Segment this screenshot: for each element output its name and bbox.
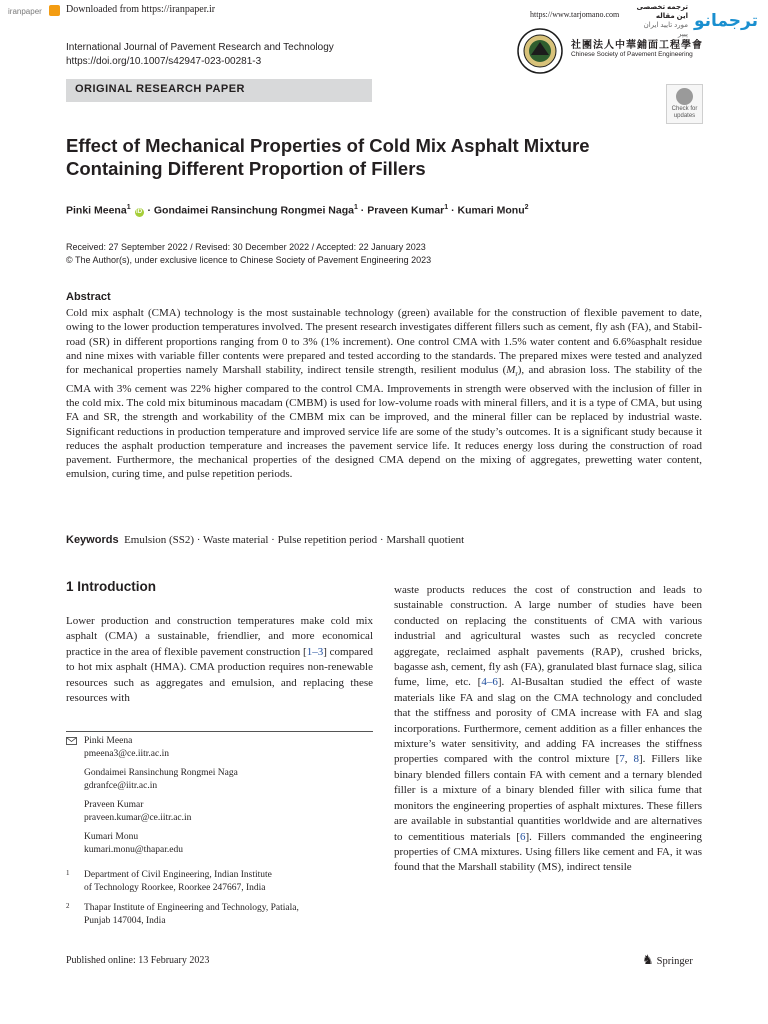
contact-entry [84,735,169,760]
abstract-text-part: Cold mix asphalt (CMA) technology is the most sustainable technology (green) available for the construction of flexible pavement to date, owing to the lower production temperatures involved. The present research investigates different fillers such as cement, fly ash (FA), and Stabil-road (SR) in different proportions ranging from 0 to 3% (1% increment). One control CMA with 1.5% water content and 6.6%asphalt residue and nine mixes with variable filler contents were prepared and tested according to the standards. The prepared mixes were tested and analyzed for mechanical properties namely Marshall stability, indirect tensile strength, resilient modulus ( [66,307,702,377]
published-online-date: Published online: 13 February 2023 [66,955,210,966]
contact-name: Gondaimei Ransinchung Rongmei Naga [84,768,238,778]
abstract-heading: Abstract [66,291,111,303]
journal-doi[interactable]: https://doi.org/10.1007/s42947-023-00281-3 [66,56,262,67]
resilient-modulus-subscript: r [515,370,518,379]
citation-separator: , [624,753,634,766]
introduction-right-column [394,583,702,876]
author-affiliation-mark: 1 [353,204,358,211]
author-affiliation-mark: 1 [444,204,449,211]
intro-text: ]. Al-Busaltan studied the effect of waste materials like FA and slag on the CMA technology and concluded that the stiffness and porosity of CMA increase with FA and slag incorporations. Furthermore, cement addition as a filler enhances the mixture’s water sensitivity, and adding FA increases the stiffness properties compared with the control mixture [ [394,676,703,766]
resilient-modulus-symbol: M [506,364,516,377]
abstract-text-part: ), and abrasion loss. The stability of the CMA with 3% cement was 22% higher compared to the control CMA. Improvements in strength were observed with the inclusion of filler in the cold mix. The cold mix bituminous macadam (CMBM) is used for low-volume roads with mineral fillers, and it is a type of CMA, but using FA and SR, the strength and workability of the CMBM mix can be improved, and the mineral filler can be replaced by industrial waste. Significant reductions in production temperature and improved service life are some of the study’s outcomes. It is a significant study because it reduces the asphalt production temperature and increases the pavement service life. It reduces energy loss during the construction of road pavement. Furthermore, the mechanical properties of the designed CMA depend on the mixing of aggregates, prewetting water content, emulsion, curing time, and pulse repetition periods. [66,364,702,481]
affiliation-number: 1 [66,869,70,877]
contact-name: Pinki Meena [84,736,133,746]
check-updates-icon [676,88,693,105]
citation-link[interactable]: 6 [519,830,526,843]
society-seal-logo [517,28,563,74]
intro-text: ] compared to hot mix asphalt (HMA). CMA production requires non-renewable resources such as aggregates and emulsion, and replacing these resources with [66,645,374,705]
contact-entry [84,767,238,792]
tarjomano-logo [693,4,759,36]
article-dates [66,241,431,267]
keywords [66,534,464,546]
introduction-left-column [66,614,373,706]
intro-text: ]. Fillers like binary blended fillers contain FA with cement and a ternary blended filler is a mixture of a binary blended filler with silica fume that monitors the engineering properties of asphalt mixtures. These fillers are available in substantial quantities worldwide and are alternatives to cementitious materials [ [394,753,702,843]
iranpaper-logo-text: iranpaper [8,7,42,16]
affiliation-entry [84,902,299,927]
society-name-english: Chinese Society of Pavement Engineering [571,51,693,58]
keywords-label: Keywords [66,534,119,546]
affiliation-number: 2 [66,902,70,910]
download-source-text: Downloaded from https://iranpaper.ir [66,4,216,15]
copyright-line: © The Author(s), under exclusive licence to Chinese Society of Pavement Engineering 2023 [66,255,432,265]
tarjomano-url: https://www.tarjomano.com [530,10,620,19]
tarjomano-tagline-line1: ترجمه تخصصی این مقاله [636,4,688,20]
keywords-list: Emulsion (SS2) · Waste material · Pulse repetition period · Marshall quotient [124,534,465,546]
springer-logo [642,952,693,968]
author-affiliation-mark: 2 [524,204,529,211]
contact-email[interactable]: gdranfce@iitr.ac.in [84,780,158,791]
intro-text: ]. Fillers commanded the engineering properties of CMA mixtures. Using fillers like cement and FA, it was found that the Marshall stability (MS), indirect tensile [394,830,702,874]
contact-email[interactable]: kumari.monu@thapar.edu [84,844,183,855]
author-name[interactable]: Gondaimei Ransinchung Rongmei Naga [153,204,354,217]
paper-title-line-2: Containing Different Proportion of Fillers [66,158,426,179]
contact-name: Praveen Kumar [84,800,144,810]
citation-link[interactable]: 4–6 [481,676,498,689]
article-type-banner [66,79,372,102]
affiliation-entry [84,869,272,894]
author-name[interactable]: Praveen Kumar [367,204,445,217]
author-name[interactable]: Kumari Monu [457,204,525,217]
contact-email[interactable]: praveen.kumar@ce.iitr.ac.in [84,812,192,823]
contact-entry [84,831,183,856]
intro-text: Lower production and construction temperatures make cold mix asphalt (CMA) a sustainable, friendlier, and more economical practice in the area of flexible pavement construction [ [66,615,373,658]
envelope-icon [66,737,77,745]
intro-text: waste products reduces the cost of construction and leads to sustainable construction. A large number of studies have been conducted on replacing the constituents of CMA with various industrial and agricultural wastes such as recycled concrete aggregate, reclaimed asphalt pavements (RAP), crushed bricks, bagasse ash, cement, fly ash (FA), granulated blast furnace slag, silica fume, lime, etc. [ [394,584,702,689]
journal-header [66,41,334,69]
citation-link[interactable]: 8 [633,753,639,766]
check-for-updates-button[interactable] [666,84,703,124]
contact-entry [84,799,191,824]
contact-email[interactable]: pmeena3@ce.iitr.ac.in [84,748,169,759]
tarjomano-tagline-line2: مورد تایید ایران پیپر [643,22,688,38]
contact-name: Kumari Monu [84,832,139,842]
affiliation-line: of Technology Roorkee, Roorkee 247667, India [84,882,266,893]
affiliation-line: Punjab 147004, India [84,915,166,926]
citation-link[interactable]: 7 [619,753,625,766]
tarjomano-logo-text: ترجمانو [693,11,759,31]
iranpaper-logo [8,4,62,18]
history-dates: Received: 27 September 2022 / Revised: 30 December 2022 / Accepted: 22 January 2023 [66,242,426,252]
orcid-icon[interactable]: iD [136,208,143,215]
article-type-label: ORIGINAL RESEARCH PAPER [75,83,246,95]
journal-name: International Journal of Pavement Research and Technology [66,42,334,53]
tarjomano-tagline [634,3,688,39]
society-name-chinese: 社團法人中華鋪面工程學會 [571,40,703,51]
abstract-text [66,306,702,482]
author-name[interactable]: Pinki Meena [66,204,127,217]
springer-horse-icon: ♞ [642,952,654,967]
introduction-heading: 1 Introduction [66,579,156,594]
check-updates-label: Check for updates [671,106,698,119]
publisher-name: Springer [656,956,693,967]
paper-title-line-1: Effect of Mechanical Properties of Cold Mix Asphalt Mixture [66,135,590,156]
footnote-divider [66,731,373,732]
paper-title [66,134,666,180]
citation-link[interactable]: 1–3 [306,645,324,658]
author-affiliation-mark: 1 [126,204,131,211]
affiliation-line: Department of Civil Engineering, Indian Institute [84,870,272,880]
author-list: Pinki Meena$^1$ iD · Gondaimei Ransinchung Rongmei Naga$^1$ · Praveen Kumar$^1$ · Kumari Monu$^2$ [66,204,529,217]
affiliation-line: Thapar Institute of Engineering and Technology, Patiala, [84,903,299,913]
